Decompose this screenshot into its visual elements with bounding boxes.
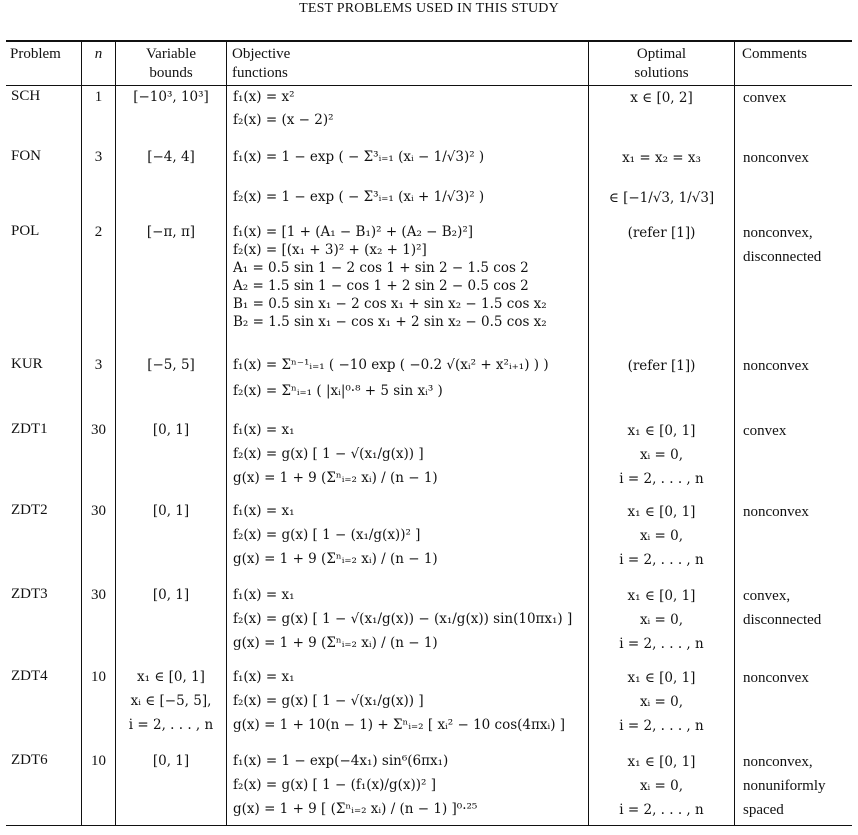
problem-name: ZDT3 [11, 586, 48, 602]
header-bounds-line1: Variable [146, 46, 196, 62]
comment-line: nonconvex, [743, 754, 813, 770]
header-bounds-line2: bounds [149, 65, 193, 81]
problem-name: FON [11, 148, 42, 164]
header-objectives-line2: functions [232, 65, 288, 81]
objective-function-line: A₁ = 0.5 sin 1 − 2 cos 1 + sin 2 − 1.5 cos 2 [233, 260, 529, 276]
variable-bounds: [0, 1] [152, 587, 190, 603]
objective-function-line: g(x) = 1 + 9 (Σⁿᵢ₌₂ xᵢ) / (n − 1) [233, 470, 438, 486]
problem-n: 10 [91, 753, 106, 769]
header-solutions-line2: solutions [634, 65, 689, 81]
objective-function-line: f₂(x) = g(x) [ 1 − (x₁/g(x))² ] [233, 527, 421, 543]
variable-bounds: [−5, 5] [147, 357, 195, 373]
comment-line: nonuniformly [743, 778, 826, 794]
comment-line: disconnected [743, 612, 822, 628]
header-problem: Problem [10, 46, 61, 62]
objective-function-line: B₂ = 1.5 sin x₁ − cos x₁ + 2 sin x₂ − 0.5 cos x₂ [233, 314, 547, 330]
variable-bounds: [−4, 4] [147, 149, 195, 165]
comment-line: spaced [743, 802, 784, 818]
objective-function-line: f₂(x) = g(x) [ 1 − √(x₁/g(x)) − (x₁/g(x)) sin(10πx₁) ] [233, 611, 573, 627]
comment-line: disconnected [743, 249, 822, 265]
problem-name: ZDT6 [11, 752, 48, 768]
header-solutions [589, 45, 734, 83]
comment-line: convex [743, 90, 787, 106]
variable-bounds: [0, 1] [152, 503, 190, 519]
comment-line: nonconvex [743, 150, 809, 166]
objective-function-line: f₂(x) = 1 − exp ( − Σ³ᵢ₌₁ (xᵢ + 1/√3)² ) [233, 189, 485, 205]
optimal-solution-line: ∈ [−1/√3, 1/√3] [608, 190, 715, 206]
top-rule-thick [6, 40, 852, 42]
header-n [82, 45, 115, 64]
variable-bounds: [−10³, 10³] [133, 89, 209, 105]
optimal-solution-line: x₁ ∈ [0, 1] [627, 588, 696, 604]
optimal-solution-line: xᵢ = 0, [639, 694, 684, 710]
header-objectives [232, 45, 290, 83]
optimal-solution-line: (refer [1]) [627, 225, 696, 241]
header-objectives-line1: Objective [232, 46, 291, 62]
problem-n: 10 [91, 669, 106, 685]
objective-function-line: B₁ = 0.5 sin x₁ − 2 cos x₁ + sin x₂ − 1.5 cos x₂ [233, 296, 547, 312]
optimal-solution-line: i = 2, . . . , n [619, 471, 704, 487]
problem-n: 3 [94, 149, 103, 165]
col-divider-solutions [734, 42, 735, 826]
objective-function-line: f₁(x) = x₁ [233, 503, 295, 519]
objective-function-line: A₂ = 1.5 sin 1 − cos 1 + 2 sin 2 − 0.5 cos 2 [233, 278, 529, 294]
problem-name: KUR [11, 356, 43, 372]
optimal-solution-line: x₁ ∈ [0, 1] [627, 504, 696, 520]
comment-line: nonconvex, [743, 225, 813, 241]
variable-bounds: i = 2, . . . , n [128, 717, 214, 733]
objective-function-line: f₂(x) = g(x) [ 1 − √(x₁/g(x)) ] [233, 693, 424, 709]
header-n-symbol: n [94, 46, 103, 62]
optimal-solution-line: x₁ ∈ [0, 1] [627, 670, 696, 686]
optimal-solution-line: i = 2, . . . , n [619, 718, 704, 734]
header-solutions-line1: Optimal [636, 46, 687, 62]
optimal-solution-line: xᵢ = 0, [639, 447, 684, 463]
comment-line: convex, [743, 588, 791, 604]
objective-function-line: f₁(x) = 1 − exp ( − Σ³ᵢ₌₁ (xᵢ − 1/√3)² ) [233, 149, 485, 165]
col-divider-bounds [226, 42, 227, 826]
objective-function-line: f₁(x) = x₁ [233, 669, 295, 685]
optimal-solution-line: x₁ ∈ [0, 1] [627, 423, 696, 439]
problem-name: ZDT2 [11, 502, 48, 518]
problem-name: POL [11, 223, 40, 239]
optimal-solution-line: i = 2, . . . , n [619, 802, 704, 818]
optimal-solution-line: xᵢ = 0, [639, 612, 684, 628]
optimal-solution-line: xᵢ = 0, [639, 778, 684, 794]
bottom-rule [6, 825, 852, 826]
variable-bounds: x₁ ∈ [0, 1] [137, 669, 205, 685]
comment-line: nonconvex [743, 670, 809, 686]
header-comments: Comments [742, 46, 808, 62]
objective-function-line: g(x) = 1 + 9 [ (Σⁿᵢ₌₂ xᵢ) / (n − 1) ]⁰·²⁵ [233, 801, 478, 817]
problem-n: 30 [91, 422, 106, 438]
problem-name: ZDT4 [11, 668, 48, 684]
problem-name: SCH [11, 88, 41, 104]
optimal-solution-line: x ∈ [0, 2] [630, 90, 693, 106]
objective-function-line: f₂(x) = Σⁿᵢ₌₁ ( |xᵢ|⁰·⁸ + 5 sin xᵢ³ ) [233, 383, 443, 399]
optimal-solution-line: i = 2, . . . , n [619, 552, 704, 568]
objective-function-line: g(x) = 1 + 9 (Σⁿᵢ₌₂ xᵢ) / (n − 1) [233, 551, 438, 567]
problem-name: ZDT1 [11, 421, 48, 437]
objective-function-line: f₁(x) = [1 + (A₁ − B₁)² + (A₂ − B₂)²] [233, 224, 474, 240]
problem-n: 1 [94, 89, 103, 105]
comment-line: nonconvex [743, 358, 809, 374]
header-bounds [116, 45, 226, 83]
objective-function-line: f₁(x) = Σⁿ⁻¹ᵢ₌₁ ( −10 exp ( −0.2 √(xᵢ² + x²ᵢ₊₁) ) ) [233, 357, 549, 373]
objective-function-line: f₁(x) = x₁ [233, 587, 295, 603]
objective-function-line: g(x) = 1 + 10(n − 1) + Σⁿᵢ₌₂ [ xᵢ² − 10 cos(4πxᵢ) ] [233, 717, 566, 733]
objective-function-line: f₂(x) = [(x₁ + 3)² + (x₂ + 1)²] [233, 242, 427, 258]
objective-function-line: f₁(x) = x₁ [233, 422, 295, 438]
optimal-solution-line: i = 2, . . . , n [619, 636, 704, 652]
problem-n: 2 [94, 224, 103, 240]
problem-n: 30 [91, 503, 106, 519]
variable-bounds: [0, 1] [152, 422, 190, 438]
optimal-solution-line: (refer [1]) [627, 358, 696, 374]
objective-function-line: g(x) = 1 + 9 (Σⁿᵢ₌₂ xᵢ) / (n − 1) [233, 635, 438, 651]
optimal-solution-line: x₁ ∈ [0, 1] [627, 754, 696, 770]
problem-n: 30 [91, 587, 106, 603]
comment-line: convex [743, 423, 787, 439]
variable-bounds: xᵢ ∈ [−5, 5], [130, 693, 212, 709]
variable-bounds: [−π, π] [146, 224, 196, 240]
objective-function-line: f₂(x) = g(x) [ 1 − (f₁(x)/g(x))² ] [233, 777, 436, 793]
objective-function-line: f₂(x) = g(x) [ 1 − √(x₁/g(x)) ] [233, 446, 424, 462]
optimal-solution-line: xᵢ = 0, [639, 528, 684, 544]
objective-function-line: f₁(x) = x² [233, 89, 295, 105]
optimal-solution-line: x₁ = x₂ = x₃ [622, 150, 701, 166]
variable-bounds: [0, 1] [152, 753, 190, 769]
objective-function-line: f₂(x) = (x − 2)² [233, 112, 334, 128]
comment-line: nonconvex [743, 504, 809, 520]
problem-n: 3 [94, 357, 103, 373]
table-title: TEST PROBLEMS USED IN THIS STUDY [299, 1, 559, 16]
objective-function-line: f₁(x) = 1 − exp(−4x₁) sin⁶(6πx₁) [233, 753, 449, 769]
